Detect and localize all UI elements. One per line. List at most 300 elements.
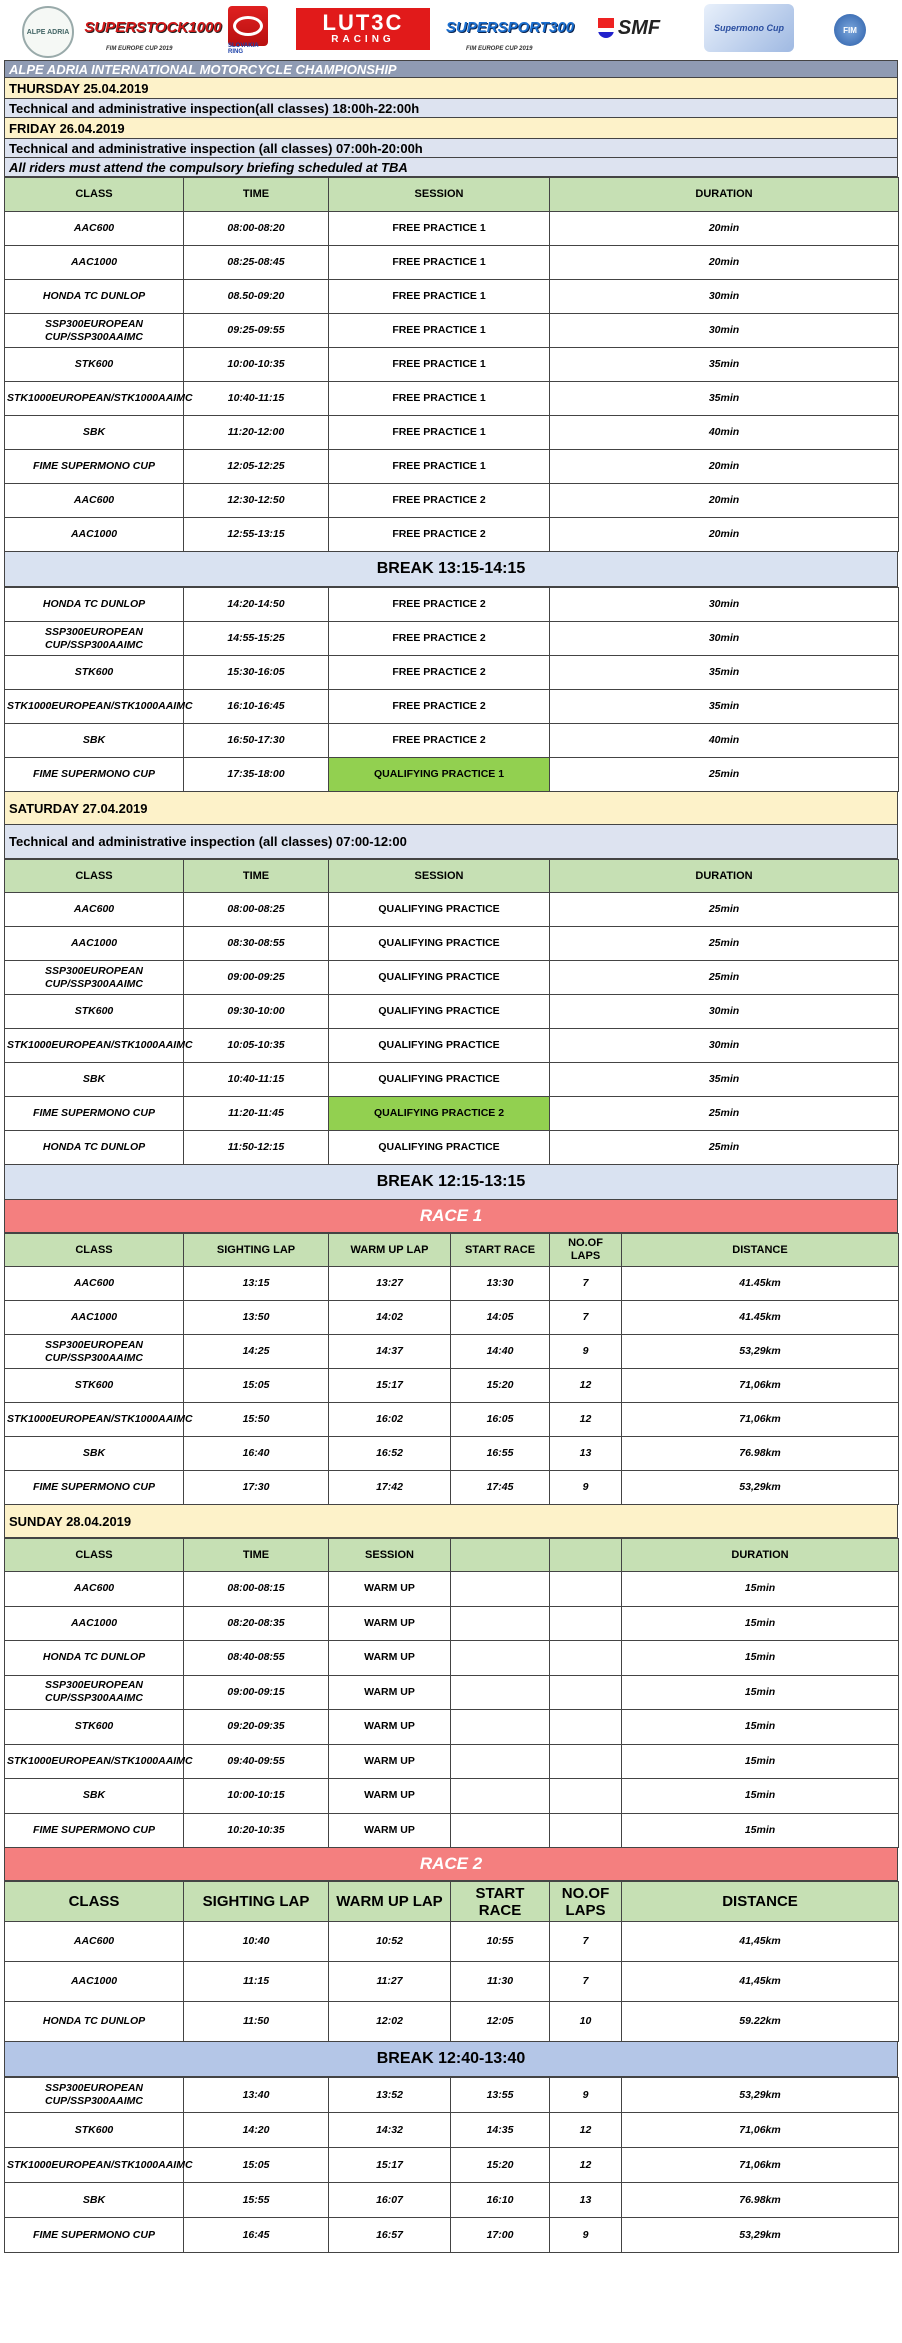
table-header-row — [5, 1539, 899, 1572]
class-cell: FIME SUPERMONO CUP — [5, 1097, 184, 1131]
sighting-lap-cell: 15:05 — [184, 1369, 329, 1403]
duration-cell: 25min — [550, 758, 899, 792]
start-race-cell: 16:10 — [451, 2183, 550, 2218]
duration-cell: 20min — [550, 212, 899, 246]
race2-table — [4, 1881, 899, 2042]
class-cell: FIME SUPERMONO CUP — [5, 450, 184, 484]
time-cell: 08.50-09:20 — [184, 280, 329, 314]
column-header: SESSION — [329, 178, 550, 212]
start-race-cell: 16:55 — [451, 1437, 550, 1471]
class-cell: SBK — [5, 1063, 184, 1097]
start-race-cell: 15:20 — [451, 2148, 550, 2183]
class-cell: STK1000EUROPEAN/STK1000AAIMC — [5, 1029, 184, 1063]
session-cell: QUALIFYING PRACTICE — [329, 1063, 550, 1097]
table-header-row — [5, 1234, 899, 1267]
duration-cell: 20min — [550, 246, 899, 280]
laps-cell: 7 — [550, 1962, 622, 2002]
supersport300-logo — [445, 12, 575, 52]
table-header-row — [5, 178, 899, 212]
duration-cell: 25min — [550, 893, 899, 927]
session-cell: FREE PRACTICE 2 — [329, 724, 550, 758]
duration-cell: 25min — [550, 927, 899, 961]
sighting-lap-cell: 15:55 — [184, 2183, 329, 2218]
laps-cell: 9 — [550, 2078, 622, 2113]
sighting-lap-cell: 14:25 — [184, 1335, 329, 1369]
laps-cell: 7 — [550, 1301, 622, 1335]
distance-cell: 41.45km — [622, 1301, 899, 1335]
distance-cell: 71,06km — [622, 2148, 899, 2183]
duration-cell: 15min — [622, 1813, 899, 1848]
empty-cell — [550, 1779, 622, 1814]
table-row — [5, 1744, 899, 1779]
class-cell: STK1000EUROPEAN/STK1000AAIMC — [5, 382, 184, 416]
session-cell: FREE PRACTICE 1 — [329, 314, 550, 348]
duration-cell: 35min — [550, 656, 899, 690]
table-row — [5, 1267, 899, 1301]
distance-cell: 59.22km — [622, 2002, 899, 2042]
duration-cell: 25min — [550, 1097, 899, 1131]
friday-break-banner: BREAK 13:15-14:15 — [4, 552, 898, 587]
lutec-logo-subtext: RACING — [331, 34, 395, 45]
friday-heading: FRIDAY 26.04.2019 — [4, 118, 898, 139]
slovakia-ring-icon — [233, 16, 263, 36]
empty-cell — [451, 1779, 550, 1814]
session-cell: FREE PRACTICE 1 — [329, 416, 550, 450]
duration-cell: 30min — [550, 314, 899, 348]
empty-cell — [550, 1572, 622, 1607]
distance-cell: 71,06km — [622, 2113, 899, 2148]
table-header-row — [5, 860, 899, 893]
superstock1000-logo-text: SUPERSTOCK1000 — [84, 18, 222, 36]
empty-cell — [451, 1675, 550, 1710]
time-cell: 14:55-15:25 — [184, 622, 329, 656]
distance-cell: 53,29km — [622, 1471, 899, 1505]
table-row — [5, 2078, 899, 2113]
session-cell: WARM UP — [329, 1606, 451, 1641]
table-row — [5, 484, 899, 518]
column-header: TIME — [184, 860, 329, 893]
time-cell: 11:20-11:45 — [184, 1097, 329, 1131]
class-cell: FIME SUPERMONO CUP — [5, 1471, 184, 1505]
laps-cell: 12 — [550, 2148, 622, 2183]
table-row — [5, 1572, 899, 1607]
table-row — [5, 1962, 899, 2002]
sighting-lap-cell: 11:50 — [184, 2002, 329, 2042]
duration-cell: 15min — [622, 1744, 899, 1779]
class-cell: STK600 — [5, 348, 184, 382]
fim-logo — [834, 14, 866, 46]
table-row — [5, 1131, 899, 1165]
class-cell: FIME SUPERMONO CUP — [5, 758, 184, 792]
sighting-lap-cell: 15:50 — [184, 1403, 329, 1437]
warm-up-lap-cell: 16:57 — [329, 2218, 451, 2253]
class-cell: AAC600 — [5, 212, 184, 246]
fim-logo-text: FIM — [843, 25, 857, 35]
sunday-heading: SUNDAY 28.04.2019 — [4, 1505, 898, 1538]
saturday-schedule-table — [4, 859, 899, 1165]
duration-cell: 15min — [622, 1572, 899, 1607]
superstock1000-logo-subtext: FIM EUROPE CUP 2019 — [106, 46, 173, 52]
table-row — [5, 961, 899, 995]
superstock1000-logo — [84, 12, 222, 52]
table-row — [5, 1335, 899, 1369]
race2-banner: RACE 2 — [4, 1848, 898, 1881]
session-cell: WARM UP — [329, 1813, 451, 1848]
warm-up-lap-cell: 17:42 — [329, 1471, 451, 1505]
laps-cell: 12 — [550, 1369, 622, 1403]
column-header: DURATION — [622, 1539, 899, 1572]
table-row — [5, 246, 899, 280]
column-header: START RACE — [451, 1882, 550, 1922]
column-header: TIME — [184, 178, 329, 212]
session-cell: FREE PRACTICE 2 — [329, 690, 550, 724]
session-cell: WARM UP — [329, 1675, 451, 1710]
laps-cell: 10 — [550, 2002, 622, 2042]
duration-cell: 40min — [550, 724, 899, 758]
saturday-heading: SATURDAY 27.04.2019 — [4, 792, 898, 825]
session-cell: QUALIFYING PRACTICE — [329, 1029, 550, 1063]
start-race-cell: 14:05 — [451, 1301, 550, 1335]
empty-cell — [451, 1813, 550, 1848]
class-cell: SSP300EUROPEAN CUP/SSP300AAIMC — [5, 2078, 184, 2113]
empty-cell — [451, 1744, 550, 1779]
table-row — [5, 1710, 899, 1745]
class-cell: SSP300EUROPEAN CUP/SSP300AAIMC — [5, 1335, 184, 1369]
warm-up-lap-cell: 15:17 — [329, 2148, 451, 2183]
column-header: SESSION — [329, 1539, 451, 1572]
table-row — [5, 588, 899, 622]
race2-afternoon-table — [4, 2077, 899, 2253]
empty-cell — [550, 1813, 622, 1848]
column-header: SIGHTING LAP — [184, 1234, 329, 1267]
sighting-lap-cell: 16:40 — [184, 1437, 329, 1471]
session-cell: FREE PRACTICE 2 — [329, 622, 550, 656]
start-race-cell: 13:55 — [451, 2078, 550, 2113]
duration-cell: 30min — [550, 622, 899, 656]
warm-up-lap-cell: 14:02 — [329, 1301, 451, 1335]
class-cell: STK1000EUROPEAN/STK1000AAIMC — [5, 690, 184, 724]
column-header: NO.OF LAPS — [550, 1882, 622, 1922]
duration-cell: 20min — [550, 518, 899, 552]
table-row — [5, 1029, 899, 1063]
session-cell: FREE PRACTICE 1 — [329, 450, 550, 484]
empty-cell — [550, 1606, 622, 1641]
column-header: WARM UP LAP — [329, 1882, 451, 1922]
session-cell: FREE PRACTICE 2 — [329, 484, 550, 518]
class-cell: AAC600 — [5, 893, 184, 927]
sighting-lap-cell: 13:40 — [184, 2078, 329, 2113]
table-row — [5, 2113, 899, 2148]
table-row — [5, 1779, 899, 1814]
warm-up-lap-cell: 14:37 — [329, 1335, 451, 1369]
time-cell: 08:20-08:35 — [184, 1606, 329, 1641]
table-row — [5, 893, 899, 927]
table-row — [5, 348, 899, 382]
start-race-cell: 14:35 — [451, 2113, 550, 2148]
smf-crest-icon — [598, 18, 614, 38]
lutec-logo-text: LUT3C — [322, 10, 404, 35]
table-row — [5, 2218, 899, 2253]
session-cell: FREE PRACTICE 1 — [329, 246, 550, 280]
duration-cell: 15min — [622, 1710, 899, 1745]
duration-cell: 15min — [622, 1779, 899, 1814]
class-cell: AAC1000 — [5, 518, 184, 552]
class-cell: AAC1000 — [5, 1962, 184, 2002]
sighting-lap-cell: 13:50 — [184, 1301, 329, 1335]
saturday-inspection-note: Technical and administrative inspection (all classes) 07:00-12:00 — [4, 825, 898, 859]
duration-cell: 25min — [550, 1131, 899, 1165]
class-cell: STK600 — [5, 2113, 184, 2148]
duration-cell: 30min — [550, 588, 899, 622]
sighting-lap-cell: 14:20 — [184, 2113, 329, 2148]
time-cell: 08:00-08:20 — [184, 212, 329, 246]
start-race-cell: 16:05 — [451, 1403, 550, 1437]
table-row — [5, 1437, 899, 1471]
warm-up-lap-cell: 16:02 — [329, 1403, 451, 1437]
column-header: DURATION — [550, 178, 899, 212]
duration-cell: 35min — [550, 690, 899, 724]
session-cell: QUALIFYING PRACTICE — [329, 893, 550, 927]
table-row — [5, 450, 899, 484]
race1-banner: RACE 1 — [4, 1200, 898, 1233]
table-row — [5, 927, 899, 961]
class-cell: HONDA TC DUNLOP — [5, 1131, 184, 1165]
duration-cell: 15min — [622, 1641, 899, 1676]
laps-cell: 9 — [550, 1335, 622, 1369]
class-cell: SSP300EUROPEAN CUP/SSP300AAIMC — [5, 961, 184, 995]
session-cell: QUALIFYING PRACTICE 1 — [329, 758, 550, 792]
warm-up-lap-cell: 12:02 — [329, 2002, 451, 2042]
time-cell: 10:00-10:35 — [184, 348, 329, 382]
class-cell: STK1000EUROPEAN/STK1000AAIMC — [5, 1744, 184, 1779]
laps-cell: 9 — [550, 1471, 622, 1505]
championship-title: ALPE ADRIA INTERNATIONAL MOTORCYCLE CHAMPIONSHIP — [4, 60, 898, 78]
distance-cell: 41,45km — [622, 1962, 899, 2002]
start-race-cell: 12:05 — [451, 2002, 550, 2042]
time-cell: 17:35-18:00 — [184, 758, 329, 792]
column-header: CLASS — [5, 1234, 184, 1267]
distance-cell: 53,29km — [622, 2218, 899, 2253]
session-cell: WARM UP — [329, 1744, 451, 1779]
alpe-adria-logo-text: ALPE ADRIA — [26, 28, 70, 36]
table-row — [5, 2002, 899, 2042]
class-cell: STK600 — [5, 995, 184, 1029]
warm-up-lap-cell: 15:17 — [329, 1369, 451, 1403]
warm-up-lap-cell: 10:52 — [329, 1922, 451, 1962]
distance-cell: 41.45km — [622, 1267, 899, 1301]
distance-cell: 53,29km — [622, 2078, 899, 2113]
start-race-cell: 17:45 — [451, 1471, 550, 1505]
duration-cell: 20min — [550, 450, 899, 484]
column-header: CLASS — [5, 1882, 184, 1922]
table-row — [5, 656, 899, 690]
laps-cell: 12 — [550, 2113, 622, 2148]
column-header — [550, 1539, 622, 1572]
class-cell: STK600 — [5, 656, 184, 690]
duration-cell: 30min — [550, 995, 899, 1029]
table-row — [5, 758, 899, 792]
table-row — [5, 280, 899, 314]
time-cell: 09:00-09:25 — [184, 961, 329, 995]
session-cell: QUALIFYING PRACTICE — [329, 927, 550, 961]
sighting-lap-cell: 17:30 — [184, 1471, 329, 1505]
class-cell: STK600 — [5, 1710, 184, 1745]
duration-cell: 30min — [550, 280, 899, 314]
warm-up-lap-cell: 13:27 — [329, 1267, 451, 1301]
time-cell: 10:05-10:35 — [184, 1029, 329, 1063]
sighting-lap-cell: 13:15 — [184, 1267, 329, 1301]
class-cell: SSP300EUROPEAN CUP/SSP300AAIMC — [5, 622, 184, 656]
smf-logo-text: SMF — [617, 16, 661, 39]
column-header: DISTANCE — [622, 1882, 899, 1922]
time-cell: 09:30-10:00 — [184, 995, 329, 1029]
warm-up-lap-cell: 13:52 — [329, 2078, 451, 2113]
supersport300-logo-subtext: FIM EUROPE CUP 2019 — [466, 46, 533, 52]
laps-cell: 7 — [550, 1267, 622, 1301]
time-cell: 08:30-08:55 — [184, 927, 329, 961]
start-race-cell: 10:55 — [451, 1922, 550, 1962]
table-row — [5, 1097, 899, 1131]
distance-cell: 76.98km — [622, 1437, 899, 1471]
warm-up-lap-cell: 14:32 — [329, 2113, 451, 2148]
class-cell: AAC600 — [5, 1267, 184, 1301]
time-cell: 10:40-11:15 — [184, 1063, 329, 1097]
session-cell: FREE PRACTICE 1 — [329, 212, 550, 246]
duration-cell: 35min — [550, 348, 899, 382]
empty-cell — [451, 1572, 550, 1607]
session-cell: QUALIFYING PRACTICE — [329, 995, 550, 1029]
column-header: CLASS — [5, 860, 184, 893]
column-header: TIME — [184, 1539, 329, 1572]
table-row — [5, 2183, 899, 2218]
class-cell: FIME SUPERMONO CUP — [5, 2218, 184, 2253]
alpe-adria-logo — [22, 6, 74, 58]
saturday-break-banner: BREAK 12:15-13:15 — [4, 1165, 898, 1200]
table-row — [5, 518, 899, 552]
session-cell: WARM UP — [329, 1572, 451, 1607]
smf-logo — [594, 8, 664, 48]
supersport300-logo-text: SUPERSPORT300 — [445, 18, 575, 36]
class-cell: STK600 — [5, 1369, 184, 1403]
time-cell: 16:50-17:30 — [184, 724, 329, 758]
duration-cell: 15min — [622, 1675, 899, 1710]
column-header: SESSION — [329, 860, 550, 893]
table-row — [5, 1063, 899, 1097]
column-header: NO.OF LAPS — [550, 1234, 622, 1267]
distance-cell: 71,06km — [622, 1403, 899, 1437]
empty-cell — [451, 1710, 550, 1745]
time-cell: 08:00-08:25 — [184, 893, 329, 927]
column-header: CLASS — [5, 178, 184, 212]
time-cell: 08:25-08:45 — [184, 246, 329, 280]
thursday-inspection-note: Technical and administrative inspection(all classes) 18:00h-22:00h — [4, 99, 898, 118]
time-cell: 14:20-14:50 — [184, 588, 329, 622]
class-cell: SBK — [5, 416, 184, 450]
distance-cell: 71,06km — [622, 1369, 899, 1403]
time-cell: 10:00-10:15 — [184, 1779, 329, 1814]
sighting-lap-cell: 16:45 — [184, 2218, 329, 2253]
table-row — [5, 416, 899, 450]
class-cell: FIME SUPERMONO CUP — [5, 1813, 184, 1848]
table-row — [5, 1813, 899, 1848]
class-cell: AAC600 — [5, 1572, 184, 1607]
column-header: SIGHTING LAP — [184, 1882, 329, 1922]
session-cell: FREE PRACTICE 1 — [329, 280, 550, 314]
table-row — [5, 382, 899, 416]
time-cell: 16:10-16:45 — [184, 690, 329, 724]
session-cell: WARM UP — [329, 1710, 451, 1745]
table-row — [5, 1641, 899, 1676]
time-cell: 09:20-09:35 — [184, 1710, 329, 1745]
duration-cell: 40min — [550, 416, 899, 450]
empty-cell — [451, 1606, 550, 1641]
session-cell: FREE PRACTICE 2 — [329, 518, 550, 552]
time-cell: 12:30-12:50 — [184, 484, 329, 518]
table-row — [5, 1606, 899, 1641]
table-row — [5, 1922, 899, 1962]
class-cell: SSP300EUROPEAN CUP/SSP300AAIMC — [5, 314, 184, 348]
column-header: WARM UP LAP — [329, 1234, 451, 1267]
session-cell: QUALIFYING PRACTICE 2 — [329, 1097, 550, 1131]
time-cell: 11:50-12:15 — [184, 1131, 329, 1165]
race1-table — [4, 1233, 899, 1505]
time-cell: 10:40-11:15 — [184, 382, 329, 416]
time-cell: 12:05-12:25 — [184, 450, 329, 484]
sponsor-logo-strip — [0, 0, 902, 60]
table-row — [5, 314, 899, 348]
duration-cell: 25min — [550, 961, 899, 995]
warm-up-lap-cell: 16:52 — [329, 1437, 451, 1471]
duration-cell: 30min — [550, 1029, 899, 1063]
warm-up-lap-cell: 16:07 — [329, 2183, 451, 2218]
column-header: CLASS — [5, 1539, 184, 1572]
class-cell: HONDA TC DUNLOP — [5, 280, 184, 314]
slovakia-ring-logo — [228, 6, 268, 55]
sighting-lap-cell: 10:40 — [184, 1922, 329, 1962]
slovakia-ring-logo-text: SLOVAKIA RING — [228, 43, 259, 55]
time-cell: 15:30-16:05 — [184, 656, 329, 690]
thursday-heading: THURSDAY 25.04.2019 — [4, 78, 898, 99]
class-cell: SSP300EUROPEAN CUP/SSP300AAIMC — [5, 1675, 184, 1710]
friday-inspection-note: Technical and administrative inspection (all classes) 07:00h-20:00h — [4, 139, 898, 158]
class-cell: AAC1000 — [5, 246, 184, 280]
table-row — [5, 690, 899, 724]
column-header: DISTANCE — [622, 1234, 899, 1267]
friday-afternoon-table — [4, 587, 899, 792]
distance-cell: 53,29km — [622, 1335, 899, 1369]
table-row — [5, 2148, 899, 2183]
empty-cell — [451, 1641, 550, 1676]
duration-cell: 20min — [550, 484, 899, 518]
class-cell: SBK — [5, 1779, 184, 1814]
time-cell: 10:20-10:35 — [184, 1813, 329, 1848]
start-race-cell: 11:30 — [451, 1962, 550, 2002]
session-cell: FREE PRACTICE 2 — [329, 588, 550, 622]
time-cell: 09:40-09:55 — [184, 1744, 329, 1779]
class-cell: HONDA TC DUNLOP — [5, 1641, 184, 1676]
laps-cell: 13 — [550, 2183, 622, 2218]
class-cell: AAC600 — [5, 484, 184, 518]
table-row — [5, 1675, 899, 1710]
class-cell: HONDA TC DUNLOP — [5, 2002, 184, 2042]
table-row — [5, 212, 899, 246]
session-cell: QUALIFYING PRACTICE — [329, 961, 550, 995]
column-header — [451, 1539, 550, 1572]
table-row — [5, 1403, 899, 1437]
table-row — [5, 1471, 899, 1505]
laps-cell: 7 — [550, 1922, 622, 1962]
class-cell: AAC600 — [5, 1922, 184, 1962]
